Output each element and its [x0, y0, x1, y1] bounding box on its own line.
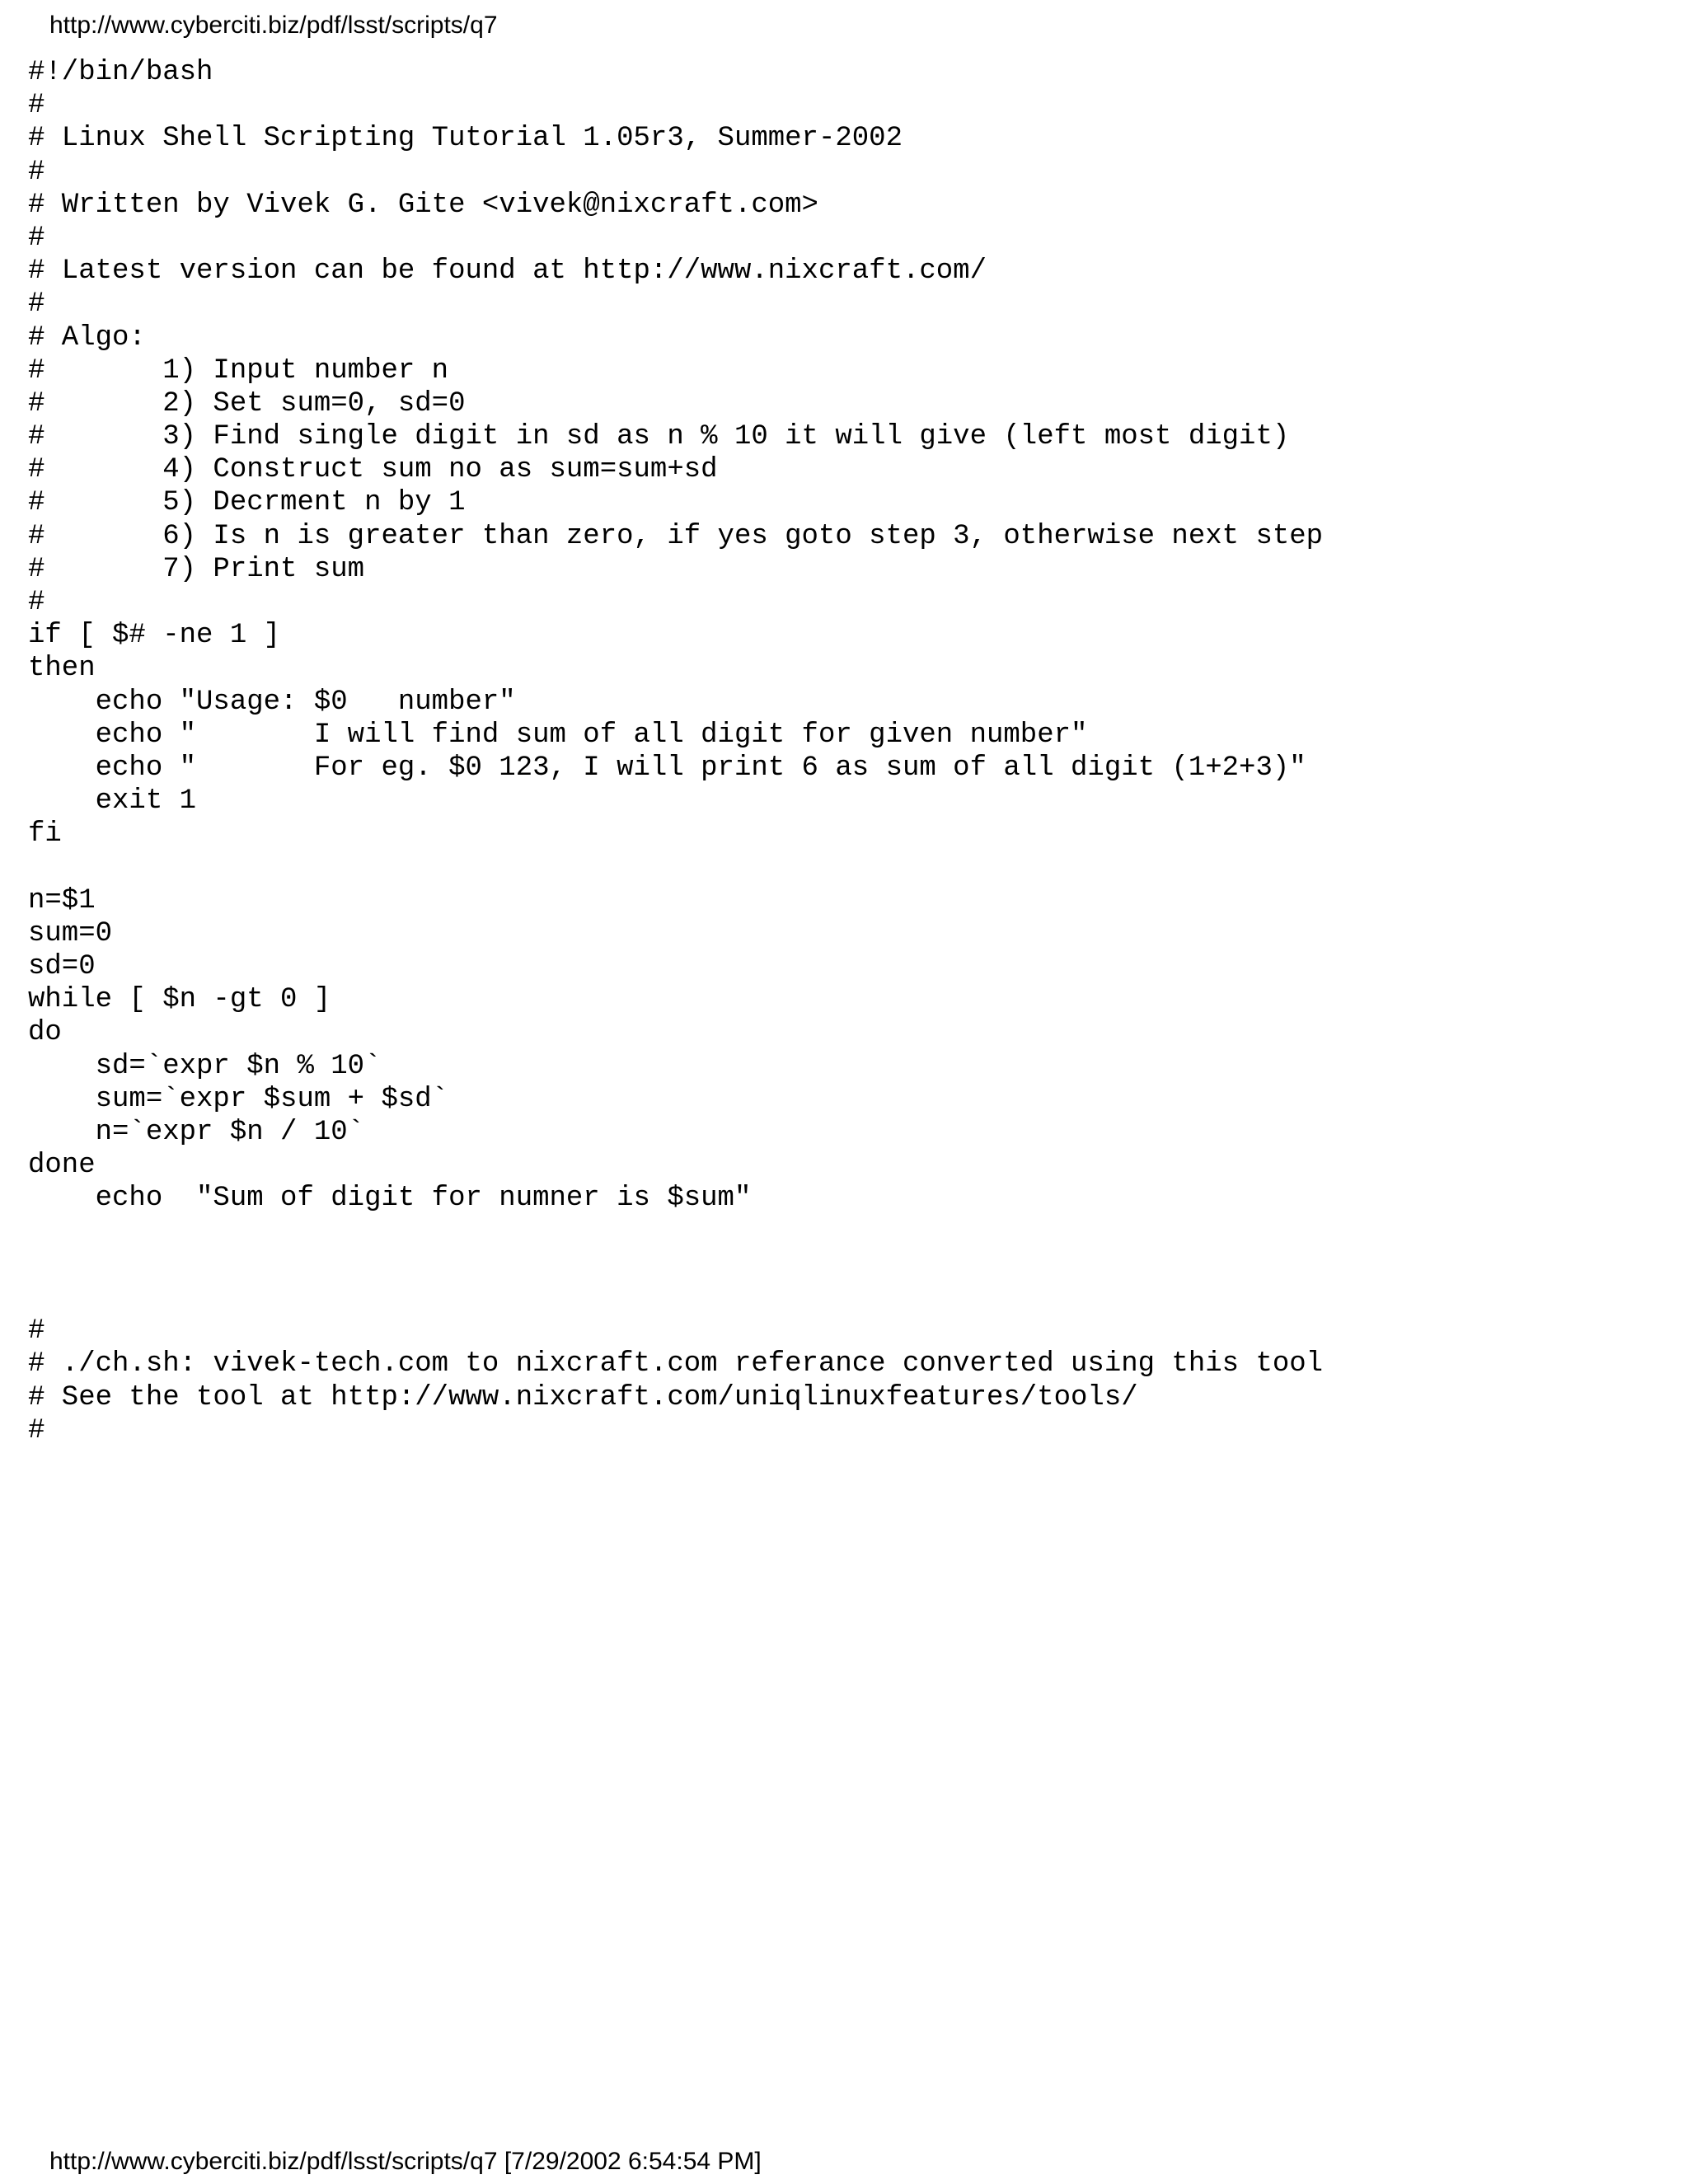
code-line [28, 1216, 1323, 1249]
code-line: # [28, 1414, 45, 1446]
code-line: echo "Sum of digit for numner is $sum" [28, 1183, 752, 1215]
code-line [28, 1249, 1323, 1282]
code-line: n=$1 [28, 884, 96, 916]
code-line: echo "Usage: $0 number" [28, 686, 516, 718]
code-line: # Latest version can be found at http://www.nixcraft.com/ [28, 255, 987, 288]
code-line: if [ $# -ne 1 ] [28, 620, 281, 652]
code-line: do [28, 1017, 62, 1049]
code-line: # 6) Is n is greater than zero, if yes goto step 3, otherwise next step [28, 520, 1324, 552]
code-line: # Linux Shell Scripting Tutorial 1.05r3, Summer-2002 [28, 123, 903, 155]
code-line: # 4) Construct sum no as sum=sum+sd [28, 454, 718, 486]
code-line: # [28, 587, 45, 618]
code-line: exit 1 [28, 785, 197, 818]
code-line: while [ $n -gt 0 ] [28, 984, 331, 1016]
code-line: # ./ch.sh: vivek-tech.com to nixcraft.com referance converted using this tool [28, 1348, 1324, 1380]
code-line: sd=`expr $n % 10` [28, 1050, 382, 1082]
code-line: # 2) Set sum=0, sd=0 [28, 387, 466, 419]
code-line: then [28, 653, 96, 685]
code-line [28, 851, 1323, 884]
script-code-block [28, 56, 1323, 1447]
page-header-url: http://www.cyberciti.biz/pdf/lsst/scripts/q7 [49, 12, 498, 39]
code-line: # [28, 222, 45, 254]
code-line: n=`expr $n / 10` [28, 1117, 365, 1148]
code-line: sd=0 [28, 951, 96, 983]
code-line: # [28, 90, 45, 122]
code-line: # [28, 156, 45, 188]
code-line: sum=0 [28, 917, 113, 949]
code-line: # 7) Print sum [28, 553, 365, 585]
code-line: # 5) Decrment n by 1 [28, 487, 466, 519]
code-line: # 1) Input number n [28, 354, 449, 387]
code-line [28, 1282, 1323, 1315]
code-line: # Algo: [28, 321, 146, 354]
code-line: # Written by Vivek G. Gite <vivek@nixcraft.com> [28, 189, 818, 221]
code-line: fi [28, 818, 62, 851]
code-line: echo " For eg. $0 123, I will print 6 as sum of all digit (1+2+3)" [28, 752, 1306, 784]
code-line: echo " I will find sum of all digit for given number" [28, 719, 1088, 751]
code-line: # [28, 1315, 45, 1347]
code-line: # [28, 288, 45, 321]
code-line: #!/bin/bash [28, 57, 213, 88]
code-line: # 3) Find single digit in sd as n % 10 it will give (left most digit) [28, 421, 1290, 453]
code-line: sum=`expr $sum + $sd` [28, 1083, 449, 1115]
page-footer-url-timestamp: http://www.cyberciti.biz/pdf/lsst/scripts/q7 [7/29/2002 6:54:54 PM] [49, 2148, 762, 2175]
code-line: # See the tool at http://www.nixcraft.com/uniqlinuxfeatures/tools/ [28, 1381, 1138, 1413]
code-line: done [28, 1150, 96, 1182]
